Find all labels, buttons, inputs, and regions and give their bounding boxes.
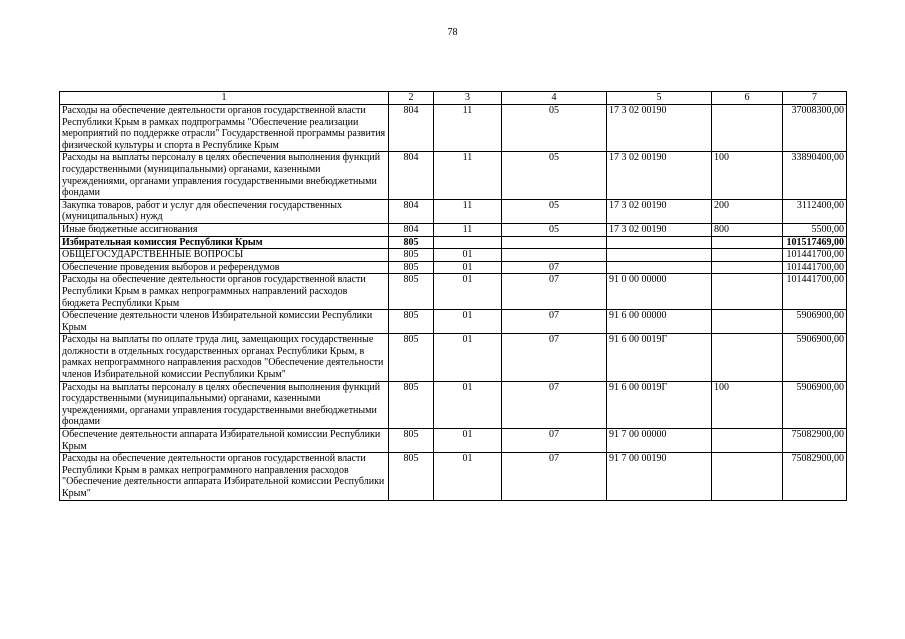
department-code-cell: 805 <box>389 249 434 262</box>
table-body <box>60 105 847 501</box>
subsection-cell: 05 <box>502 199 607 223</box>
table-row <box>60 429 847 453</box>
subsection-cell: 07 <box>502 381 607 428</box>
target-article-cell <box>607 236 712 249</box>
subsection-cell <box>502 236 607 249</box>
section-cell: 01 <box>434 261 502 274</box>
item-name-cell: Расходы на обеспечение деятельности органов государственной власти Республики Крым в рамках непрограммного направления расходов "Обеспечение деятельности аппарата Избирательной комиссии Республики Крым" <box>60 453 389 500</box>
target-article-cell: 91 7 00 00190 <box>607 453 712 500</box>
expense-type-cell <box>712 274 783 310</box>
section-cell: 01 <box>434 310 502 334</box>
table-row <box>60 310 847 334</box>
table-row <box>60 236 847 249</box>
subsection-cell: 05 <box>502 223 607 236</box>
section-cell: 01 <box>434 274 502 310</box>
item-name-cell: ОБЩЕГОСУДАРСТВЕННЫЕ ВОПРОСЫ <box>60 249 389 262</box>
item-name-cell: Иные бюджетные ассигнования <box>60 223 389 236</box>
item-name-cell: Расходы на обеспечение деятельности органов государственной власти Республики Крым в рамках подпрограммы "Обеспечение реализации мероприятий по поддержке отрасли" Государственной программы развития физической культуры и спорта в Республике Крым <box>60 105 389 152</box>
amount-cell: 5906900,00 <box>783 310 847 334</box>
page-number: 78 <box>447 27 458 38</box>
target-article-cell: 91 7 00 00000 <box>607 429 712 453</box>
target-article-cell: 17 3 02 00190 <box>607 105 712 152</box>
subsection-cell: 07 <box>502 310 607 334</box>
item-name-cell: Расходы на выплаты по оплате труда лиц, замещающих государственные должности в отдельных государственных органах Республики Крым, в рамках непрограммного направления расходов "Обеспечение деятельности членов Избирательной комиссии Республики Крым" <box>60 334 389 381</box>
department-code-cell: 805 <box>389 453 434 500</box>
header-row <box>60 92 847 105</box>
expense-type-cell <box>712 429 783 453</box>
expense-type-cell <box>712 236 783 249</box>
amount-cell: 5906900,00 <box>783 334 847 381</box>
target-article-cell: 17 3 02 00190 <box>607 152 712 199</box>
section-cell: 01 <box>434 429 502 453</box>
table-row <box>60 261 847 274</box>
amount-cell: 101517469,00 <box>783 236 847 249</box>
header-col-5: 5 <box>607 92 712 105</box>
subsection-cell <box>502 249 607 262</box>
department-code-cell: 805 <box>389 261 434 274</box>
item-name-cell: Обеспечение деятельности членов Избирательной комиссии Республики Крым <box>60 310 389 334</box>
target-article-cell <box>607 261 712 274</box>
department-code-cell: 805 <box>389 381 434 428</box>
target-article-cell <box>607 249 712 262</box>
header-col-7: 7 <box>783 92 847 105</box>
subsection-cell: 07 <box>502 261 607 274</box>
expense-type-cell <box>712 453 783 500</box>
expense-type-cell <box>712 105 783 152</box>
subsection-cell: 07 <box>502 453 607 500</box>
amount-cell: 3112400,00 <box>783 199 847 223</box>
amount-cell: 75082900,00 <box>783 429 847 453</box>
department-code-cell: 805 <box>389 429 434 453</box>
department-code-cell: 804 <box>389 105 434 152</box>
amount-cell: 101441700,00 <box>783 274 847 310</box>
table-row <box>60 334 847 381</box>
header-col-3: 3 <box>434 92 502 105</box>
expense-type-cell <box>712 334 783 381</box>
expense-type-cell: 200 <box>712 199 783 223</box>
section-cell: 11 <box>434 152 502 199</box>
target-article-cell: 91 6 00 00000 <box>607 310 712 334</box>
table-row <box>60 199 847 223</box>
department-code-cell: 805 <box>389 274 434 310</box>
table-row <box>60 223 847 236</box>
subsection-cell: 07 <box>502 274 607 310</box>
amount-cell: 37008300,00 <box>783 105 847 152</box>
target-article-cell: 17 3 02 00190 <box>607 223 712 236</box>
expense-type-cell: 100 <box>712 152 783 199</box>
subsection-cell: 05 <box>502 105 607 152</box>
target-article-cell: 91 0 00 00000 <box>607 274 712 310</box>
amount-cell: 5500,00 <box>783 223 847 236</box>
item-name-cell: Обеспечение деятельности аппарата Избирательной комиссии Республики Крым <box>60 429 389 453</box>
section-cell: 11 <box>434 223 502 236</box>
expense-type-cell <box>712 261 783 274</box>
expense-type-cell: 100 <box>712 381 783 428</box>
amount-cell: 75082900,00 <box>783 453 847 500</box>
target-article-cell: 17 3 02 00190 <box>607 199 712 223</box>
item-name-cell: Расходы на выплаты персоналу в целях обеспечения выполнения функций государственными (муниципальными) органами, казенными учреждениями, органами управления государственными внебюджетными фондами <box>60 152 389 199</box>
section-cell: 11 <box>434 105 502 152</box>
table-row <box>60 381 847 428</box>
budget-table <box>59 91 847 501</box>
expense-type-cell: 800 <box>712 223 783 236</box>
table-row <box>60 152 847 199</box>
section-cell: 01 <box>434 334 502 381</box>
item-name-cell: Закупка товаров, работ и услуг для обеспечения государственных (муниципальных) нужд <box>60 199 389 223</box>
department-code-cell: 804 <box>389 152 434 199</box>
department-code-cell: 805 <box>389 334 434 381</box>
amount-cell: 101441700,00 <box>783 261 847 274</box>
item-name-cell: Расходы на обеспечение деятельности органов государственной власти Республики Крым в рамках непрограммных направлений расходов бюджета Республики Крым <box>60 274 389 310</box>
expense-type-cell <box>712 249 783 262</box>
header-col-4: 4 <box>502 92 607 105</box>
subsection-cell: 07 <box>502 334 607 381</box>
section-cell: 01 <box>434 381 502 428</box>
header-col-2: 2 <box>389 92 434 105</box>
department-code-cell: 805 <box>389 310 434 334</box>
section-cell: 01 <box>434 453 502 500</box>
header-col-6: 6 <box>712 92 783 105</box>
department-code-cell: 805 <box>389 236 434 249</box>
table-row <box>60 453 847 500</box>
section-cell: 01 <box>434 249 502 262</box>
table-row <box>60 249 847 262</box>
department-code-cell: 804 <box>389 199 434 223</box>
item-name-cell: Расходы на выплаты персоналу в целях обеспечения выполнения функций государственными (муниципальными) органами, казенными учреждениями, органами управления государственными внебюджетными фондами <box>60 381 389 428</box>
item-name-cell: Обеспечение проведения выборов и референдумов <box>60 261 389 274</box>
amount-cell: 5906900,00 <box>783 381 847 428</box>
department-code-cell: 804 <box>389 223 434 236</box>
target-article-cell: 91 6 00 0019Г <box>607 381 712 428</box>
table-row <box>60 105 847 152</box>
subsection-cell: 05 <box>502 152 607 199</box>
expense-type-cell <box>712 310 783 334</box>
subsection-cell: 07 <box>502 429 607 453</box>
amount-cell: 101441700,00 <box>783 249 847 262</box>
section-cell <box>434 236 502 249</box>
section-cell: 11 <box>434 199 502 223</box>
target-article-cell: 91 6 00 0019Г <box>607 334 712 381</box>
table-row <box>60 274 847 310</box>
item-name-cell: Избирательная комиссия Республики Крым <box>60 236 389 249</box>
header-col-1: 1 <box>60 92 389 105</box>
amount-cell: 33890400,00 <box>783 152 847 199</box>
